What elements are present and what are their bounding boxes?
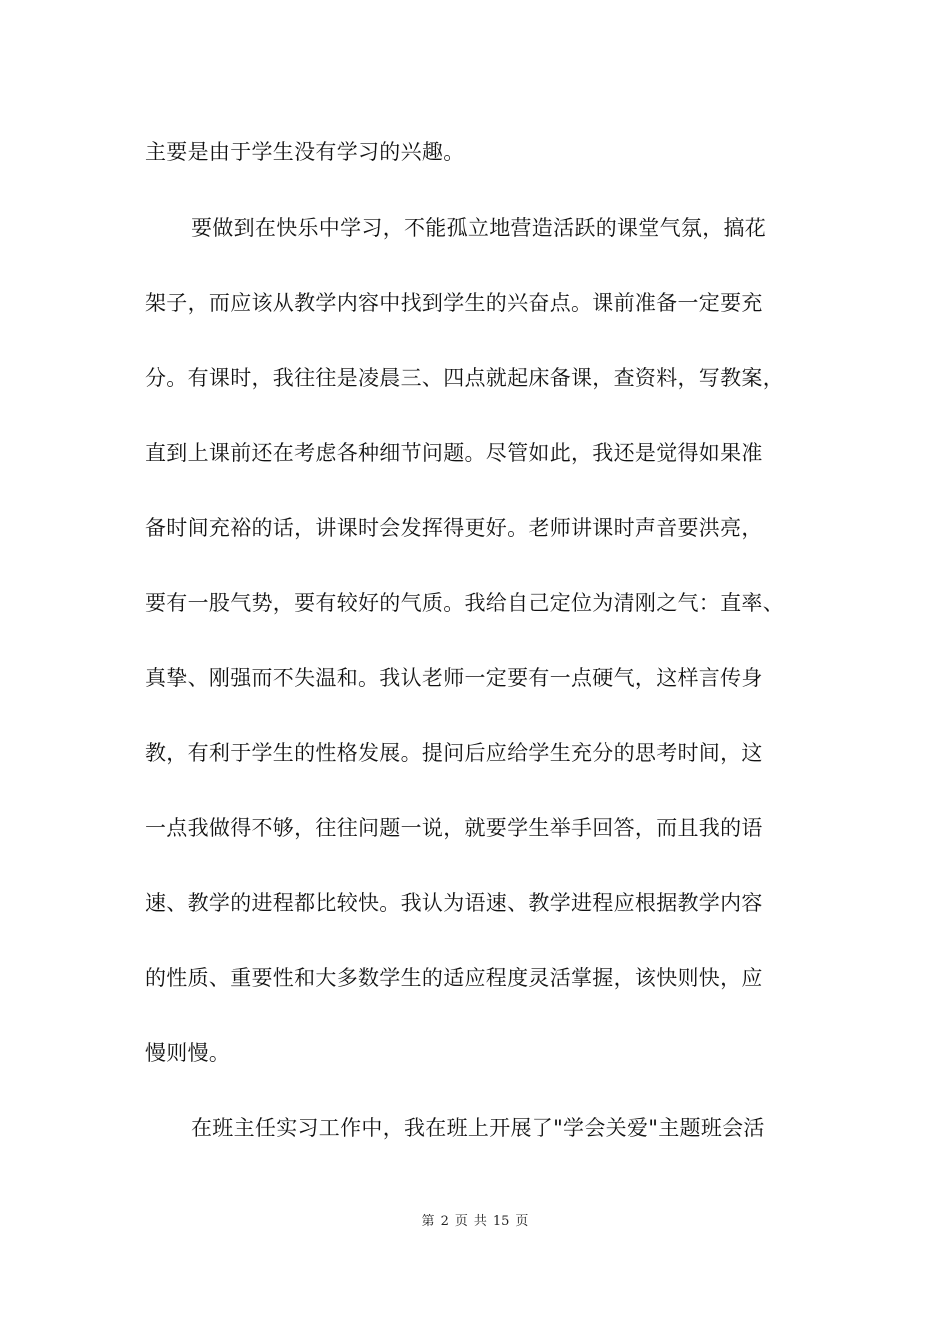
text-line-11: 速、教学的进程都比较快。我认为语速、教学进程应根据教学内容 bbox=[145, 891, 763, 915]
footer-total-word: 共 bbox=[473, 1214, 487, 1229]
page-footer bbox=[0, 1210, 950, 1229]
text-line-6: 备时间充裕的话，讲课时会发挥得更好。老师讲课时声音要洪亮， bbox=[145, 516, 763, 540]
text-line-4: 分。有课时，我往往是凌晨三、四点就起床备课，查资料，写教案， bbox=[145, 366, 784, 390]
text-line-10: 一点我做得不够，往往问题一说，就要学生举手回答，而且我的语 bbox=[145, 816, 763, 840]
text-line-5: 直到上课前还在考虑各种细节问题。尽管如此，我还是觉得如果准 bbox=[145, 441, 763, 465]
text-line-2: 要做到在快乐中学习，不能孤立地营造活跃的课堂气氛，搞花 bbox=[191, 216, 767, 240]
text-line-13: 慢则慢。 bbox=[145, 1041, 231, 1065]
footer-total-pages: 15 bbox=[492, 1214, 510, 1229]
text-line-7: 要有一股气势，要有较好的气质。我给自己定位为清刚之气：直率、 bbox=[145, 591, 784, 615]
footer-page-word: 页 bbox=[454, 1214, 468, 1229]
text-line-1: 主要是由于学生没有学习的兴趣。 bbox=[145, 140, 465, 164]
text-line-8: 真挚、刚强而不失温和。我认老师一定要有一点硬气，这样言传身 bbox=[145, 666, 763, 690]
footer-current-page: 2 bbox=[440, 1214, 449, 1229]
footer-suffix: 页 bbox=[515, 1214, 529, 1229]
text-line-3: 架子，而应该从教学内容中找到学生的兴奋点。课前准备一定要充 bbox=[145, 291, 763, 315]
footer-prefix: 第 bbox=[421, 1214, 435, 1229]
text-line-12: 的性质、重要性和大多数学生的适应程度灵活掌握，该快则快，应 bbox=[145, 966, 763, 990]
text-line-14: 在班主任实习工作中，我在班上开展了"学会关爱"主题班会活 bbox=[191, 1116, 765, 1140]
text-line-9: 教，有利于学生的性格发展。提问后应给学生充分的思考时间，这 bbox=[145, 741, 763, 765]
